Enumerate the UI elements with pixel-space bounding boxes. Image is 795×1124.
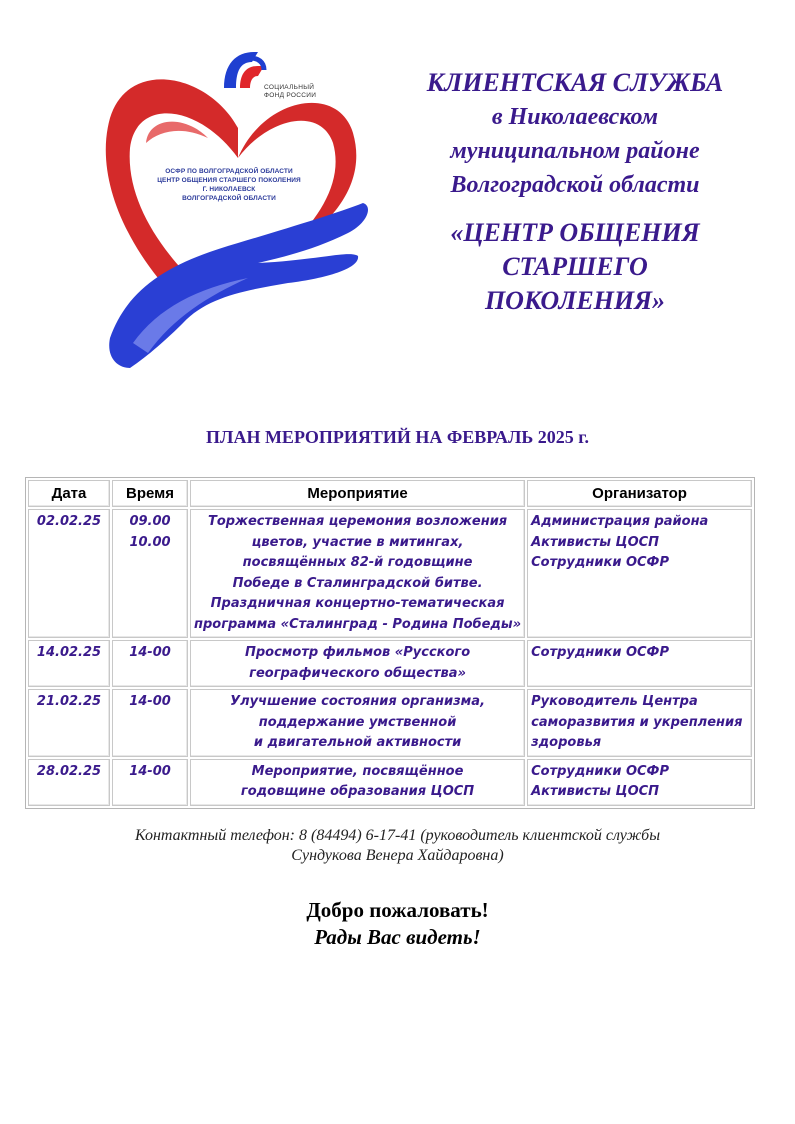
sfr-caption-line: ФОНД РОССИИ bbox=[264, 92, 317, 99]
logo-text-line: ЦЕНТР ОБЩЕНИЯ СТАРШЕГО ПОКОЛЕНИЯ bbox=[157, 177, 301, 184]
events-table bbox=[25, 477, 755, 809]
cell-time: 14-00 bbox=[112, 689, 188, 757]
logo-text bbox=[124, 167, 334, 203]
welcome-message bbox=[0, 897, 795, 951]
header-title: КЛИЕНТСКАЯ СЛУЖБА bbox=[426, 68, 724, 97]
logo-text-line: ВОЛГОГРАДСКОЙ ОБЛАСТИ bbox=[182, 195, 276, 202]
cell-event: Улучшение состояния организма, поддержание умственной и двигательной активности bbox=[190, 689, 525, 757]
cell-time: 14-00 bbox=[112, 759, 188, 806]
cell-date: 02.02.25 bbox=[28, 509, 110, 638]
column-header-time: Время bbox=[112, 480, 188, 507]
header-line: Волгоградской области bbox=[450, 172, 700, 198]
table-header-row bbox=[28, 480, 752, 507]
cell-event: Мероприятие, посвящённое годовщине образования ЦОСП bbox=[190, 759, 525, 806]
cell-date: 28.02.25 bbox=[28, 759, 110, 806]
header-line: муниципальном районе bbox=[450, 138, 700, 164]
center-name bbox=[390, 216, 760, 318]
cell-organizer: Руководитель Центра саморазвития и укрепления здоровья bbox=[527, 689, 752, 757]
contact-line: Контактный телефон: 8 (84494) 6-17-41 (руководитель клиентской службы bbox=[134, 827, 661, 844]
cell-time: 09.00 10.00 bbox=[112, 509, 188, 638]
sfr-caption bbox=[264, 84, 344, 100]
sfr-caption-line: СОЦИАЛЬНЫЙ bbox=[264, 84, 315, 91]
cell-event: Торжественная церемония возложения цветов, участие в митингах, посвящённых 82-й годовщине Победе в Сталинградской битве. Праздничная концертно-тематическая программа «Сталинград - Родина Победы» bbox=[190, 509, 525, 638]
column-header-organizer: Организатор bbox=[527, 480, 752, 507]
welcome-line: Рады Вас видеть! bbox=[314, 925, 481, 949]
header bbox=[390, 66, 760, 318]
cell-event: Просмотр фильмов «Русского географического общества» bbox=[190, 640, 525, 687]
table-row bbox=[28, 509, 752, 638]
column-header-date: Дата bbox=[28, 480, 110, 507]
sfr-logo-icon bbox=[220, 44, 268, 96]
cell-date: 21.02.25 bbox=[28, 689, 110, 757]
column-header-event: Мероприятие bbox=[190, 480, 525, 507]
center-name-line: ПОКОЛЕНИЯ» bbox=[484, 286, 666, 315]
header-line: в Николаевском bbox=[491, 104, 659, 130]
center-name-line: СТАРШЕГО bbox=[502, 252, 648, 281]
logo-text-line: ОСФР ПО ВОЛГОГРАДСКОЙ ОБЛАСТИ bbox=[165, 168, 293, 175]
center-name-line: «ЦЕНТР ОБЩЕНИЯ bbox=[450, 218, 700, 247]
table-row bbox=[28, 689, 752, 757]
cell-time: 14-00 bbox=[112, 640, 188, 687]
welcome-line: Добро пожаловать! bbox=[306, 898, 489, 922]
contact-line: Сундукова Венера Хайдаровна) bbox=[291, 847, 504, 864]
cell-organizer: Сотрудники ОСФР bbox=[527, 640, 752, 687]
cell-date: 14.02.25 bbox=[28, 640, 110, 687]
plan-title: ПЛАН МЕРОПРИЯТИЙ НА ФЕВРАЛЬ 2025 г. bbox=[206, 427, 589, 447]
logo-text-line: Г. НИКОЛАЕВСК bbox=[202, 186, 256, 193]
table-row bbox=[28, 759, 752, 806]
table-row bbox=[28, 640, 752, 687]
cell-organizer: Сотрудники ОСФР Активисты ЦОСП bbox=[527, 759, 752, 806]
contact-info bbox=[0, 826, 795, 866]
cell-organizer: Администрация района Активисты ЦОСП Сотрудники ОСФР bbox=[527, 509, 752, 638]
